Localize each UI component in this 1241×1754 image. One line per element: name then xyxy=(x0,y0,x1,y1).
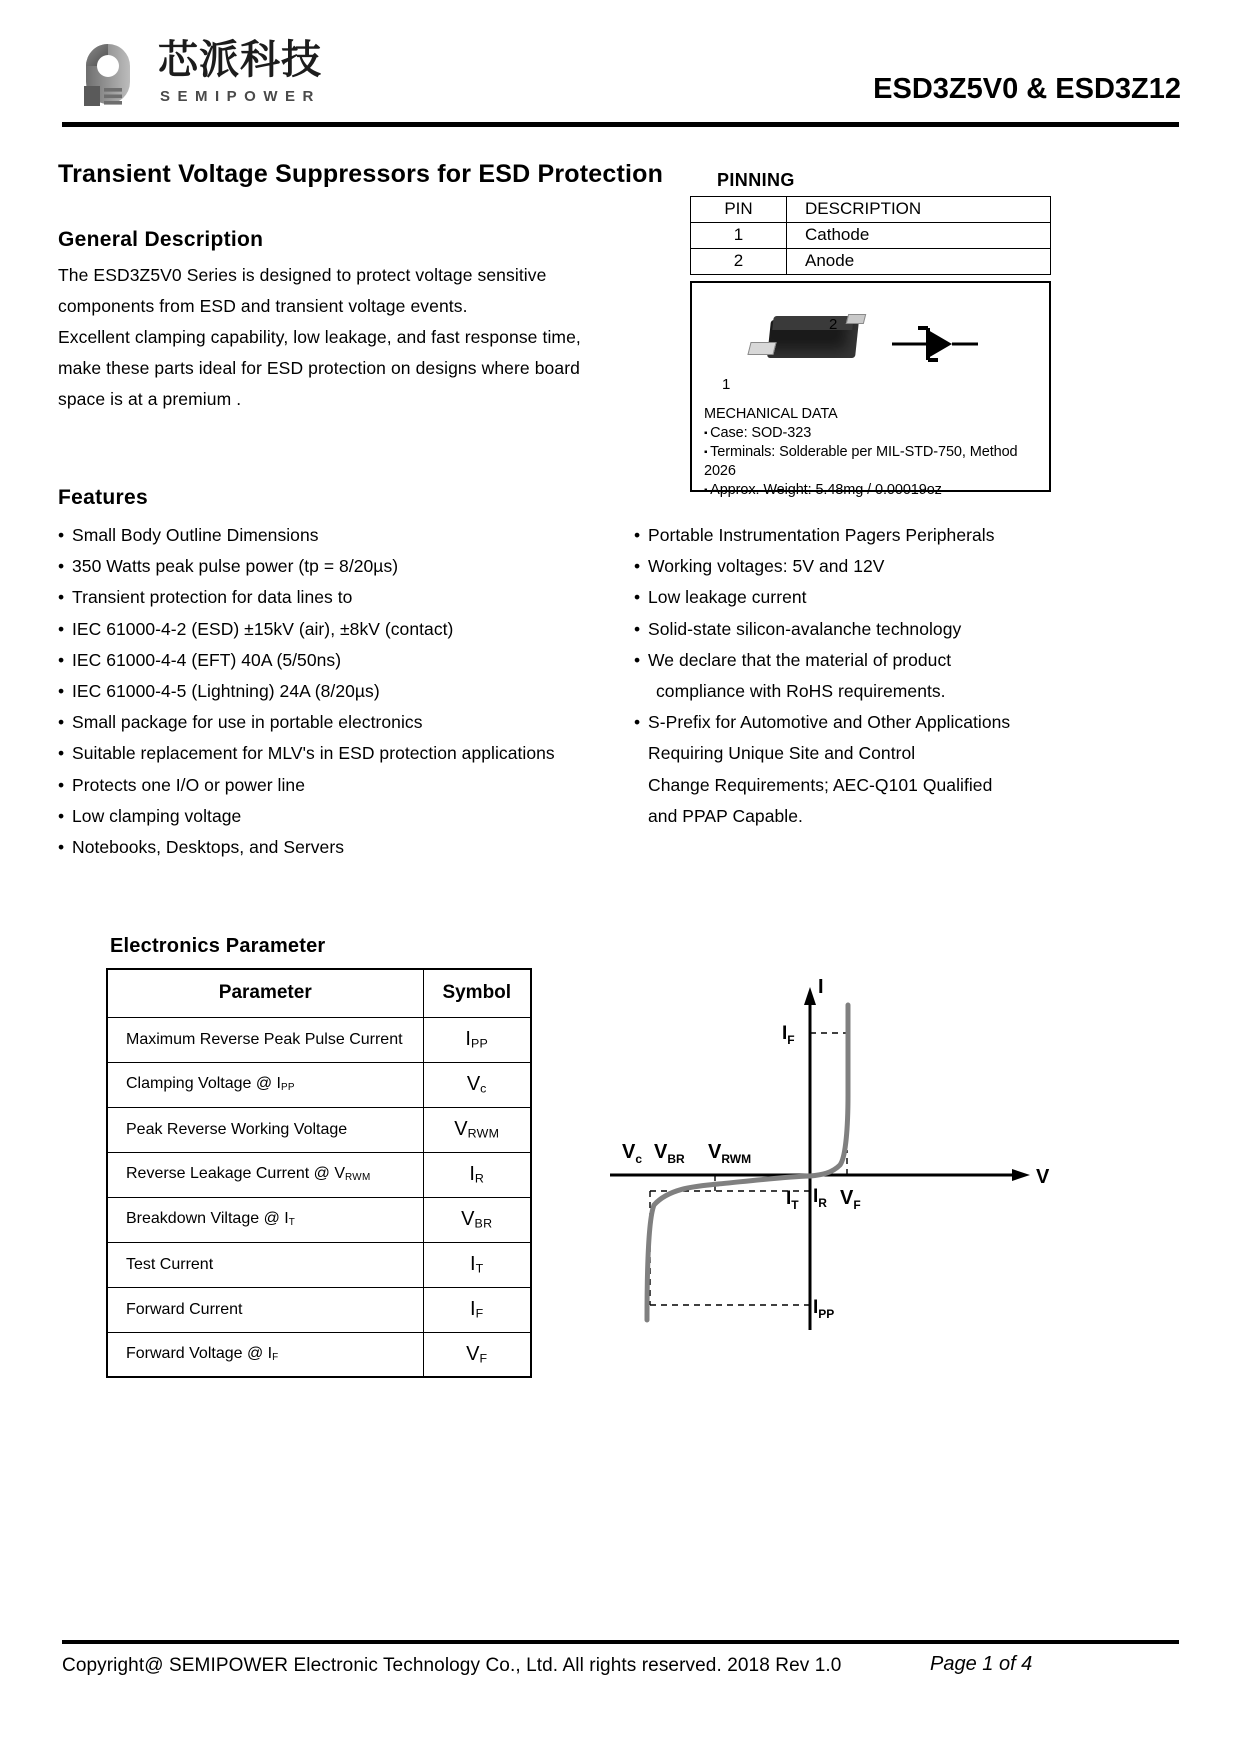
symbol-cell xyxy=(423,1197,531,1242)
symbol-base: V xyxy=(454,1118,468,1140)
table-row xyxy=(691,249,1051,275)
feature-item: • S-Prefix for Automotive and Other Applications xyxy=(634,707,1084,738)
features-heading: Features xyxy=(58,486,148,509)
annotation-Ir: $I_R$ xyxy=(813,1186,827,1210)
column-header-symbol: Symbol xyxy=(423,969,531,1017)
symbol-base: V xyxy=(461,1208,475,1230)
parameter-label: Peak Reverse Working Voltage xyxy=(126,1120,348,1138)
feature-item: Change Requirements; AEC-Q101 Qualified xyxy=(648,774,993,795)
feature-item: • Protects one I/O or power line xyxy=(58,770,658,801)
electronics-parameter-table xyxy=(106,968,532,1378)
description-line: The ESD3Z5V0 Series is designed to protect voltage sensitive xyxy=(58,265,547,285)
parameter-cell xyxy=(107,1152,423,1197)
footer-divider xyxy=(62,1640,1179,1644)
symbol-cell xyxy=(423,1017,531,1062)
table-row xyxy=(107,1287,531,1332)
footer-copyright: Copyright@ SEMIPOWER Electronic Technology Co., Ltd. All rights reserved. 2018 Rev 1.0 xyxy=(62,1655,842,1676)
x-axis-arrow xyxy=(1012,1169,1030,1181)
feature-item: • Transient protection for data lines to xyxy=(58,582,658,613)
annotation-Vf: $V_F$ xyxy=(840,1187,861,1212)
symbol-cell xyxy=(423,1242,531,1287)
symbol-cell xyxy=(423,1062,531,1107)
parameter-cell xyxy=(107,1242,423,1287)
symbol-subscript: PP xyxy=(470,1036,489,1051)
general-description-text xyxy=(58,260,683,415)
construction-lines xyxy=(650,1033,850,1305)
description-line: space is at a premium . xyxy=(58,389,242,409)
feature-item: • Solid-state silicon-avalanche technology xyxy=(634,614,1084,645)
annotation-Ipp: $I_{PP}$ xyxy=(813,1297,835,1321)
package-outline-box xyxy=(690,281,1051,498)
parameter-label: Reverse Leakage Current @ V xyxy=(126,1165,346,1183)
electronics-parameter-heading: Electronics Parameter xyxy=(110,935,326,957)
pin-number-cell: 1 xyxy=(691,223,787,249)
pin-number-cell: 2 xyxy=(691,249,787,275)
page-title: Transient Voltage Suppressors for ESD Protection xyxy=(58,160,664,188)
description-line: components from ESD and transient voltage events. xyxy=(58,296,468,316)
table-row xyxy=(107,1152,531,1197)
package-pin-2-label: 2 xyxy=(829,316,838,333)
feature-item: • Low clamping voltage xyxy=(58,801,658,832)
feature-item: • Notebooks, Desktops, and Servers xyxy=(58,832,658,863)
feature-item: • IEC 61000-4-5 (Lightning) 24A (8/20µs) xyxy=(58,676,658,707)
parameter-cell xyxy=(107,1287,423,1332)
parameter-label: Forward Current xyxy=(126,1300,243,1318)
package-photo xyxy=(747,308,865,370)
symbol-cell xyxy=(423,1332,531,1377)
parameter-subscript: RWM xyxy=(345,1172,371,1184)
table-row xyxy=(691,223,1051,249)
parameter-label: Test Current xyxy=(126,1255,214,1273)
annotation-It: $I_T$ xyxy=(786,1188,799,1212)
column-header-parameter: Parameter xyxy=(107,969,423,1017)
symbol-base: I xyxy=(469,1163,475,1185)
feature-item: • IEC 61000-4-2 (ESD) ±15kV (air), ±8kV (contact) xyxy=(58,614,658,645)
general-description-heading: General Description xyxy=(58,228,264,251)
mechanical-data-block xyxy=(704,405,1049,500)
column-header-description: DESCRIPTION xyxy=(787,197,1051,223)
pin-description-cell: Anode xyxy=(787,249,1051,275)
symbol-cell xyxy=(423,1152,531,1197)
description-line: Excellent clamping capability, low leakage, and fast response time, xyxy=(58,327,581,347)
feature-item: • Small Body Outline Dimensions xyxy=(58,520,658,551)
symbol-subscript: RWM xyxy=(467,1126,500,1141)
parameter-cell xyxy=(107,1062,423,1107)
parameter-label: Clamping Voltage @ I xyxy=(126,1075,281,1093)
annotation-Vc: $V_c$ xyxy=(622,1141,643,1166)
table-row xyxy=(107,1332,531,1377)
table-header-row xyxy=(691,197,1051,223)
pin-description-cell: Cathode xyxy=(787,223,1051,249)
feature-item: • We declare that the material of product xyxy=(634,645,1084,676)
iv-characteristic-curve xyxy=(600,975,1060,1355)
parameter-subscript: T xyxy=(288,1217,296,1229)
parameter-subscript: F xyxy=(272,1352,279,1364)
table-row xyxy=(107,1242,531,1287)
logo-chinese-text: 芯派科技 xyxy=(158,37,322,83)
header-divider xyxy=(62,122,1179,127)
table-row xyxy=(107,1107,531,1152)
package-lead-right xyxy=(846,314,866,324)
package-lead-left xyxy=(747,342,776,355)
mechanical-data-item: ▪ Approx. Weight: 5.48mg / 0.00019oz xyxy=(704,481,1049,500)
symbol-subscript: F xyxy=(475,1306,484,1321)
feature-item: Requiring Unique Site and Control xyxy=(648,743,916,764)
symbol-base: V xyxy=(466,1073,481,1095)
iv-curve-forward xyxy=(810,1005,848,1176)
symbol-subscript: T xyxy=(475,1261,484,1276)
feature-item: • Low leakage current xyxy=(634,582,1084,613)
y-axis-arrow xyxy=(804,987,816,1005)
parameter-label: Maximum Reverse Peak Pulse Current xyxy=(126,1030,403,1048)
features-list-right xyxy=(634,520,1084,832)
company-logo xyxy=(78,36,328,114)
mechanical-data-item: ▪ Terminals: Solderable per MIL-STD-750, Method 2026 xyxy=(704,443,1049,481)
logo-english-text: SEMIPOWER xyxy=(160,88,321,105)
mechanical-data-item: ▪ Case: SOD-323 xyxy=(704,424,1049,443)
pinning-table xyxy=(690,196,1051,275)
parameter-label: Breakdown Viltage @ I xyxy=(126,1210,289,1228)
package-pin-1-label: 1 xyxy=(722,376,731,393)
symbol-base: I xyxy=(465,1028,471,1050)
symbol-subscript: BR xyxy=(474,1216,493,1231)
axis-label-I: I xyxy=(818,976,824,998)
axis-label-V: V xyxy=(1036,1166,1050,1188)
feature-item: • Small package for use in portable electronics xyxy=(58,707,658,738)
package-body-top xyxy=(772,316,853,330)
mechanical-data-title: MECHANICAL DATA xyxy=(704,406,838,422)
feature-item: compliance with RoHS requirements. xyxy=(656,681,946,702)
diode-symbol-icon xyxy=(890,323,980,365)
symbol-subscript: c xyxy=(480,1081,487,1096)
annotation-Vrwm: $V_{RWM}$ xyxy=(708,1141,752,1166)
parameter-label: Forward Voltage @ I xyxy=(126,1345,273,1363)
column-header-pin: PIN xyxy=(691,197,787,223)
footer-page-number: Page 1 of 4 xyxy=(930,1653,1033,1675)
table-header-row xyxy=(107,969,531,1017)
feature-item: • 350 Watts peak pulse power (tp = 8/20µs) xyxy=(58,551,658,582)
table-row xyxy=(107,1062,531,1107)
parameter-subscript: PP xyxy=(281,1082,295,1094)
feature-item: • Suitable replacement for MLV's in ESD protection applications xyxy=(58,738,658,769)
parameter-cell xyxy=(107,1332,423,1377)
annotation-Vbr: $V_{BR}$ xyxy=(654,1141,685,1166)
table-row xyxy=(107,1197,531,1242)
parameter-cell xyxy=(107,1017,423,1062)
symbol-base: I xyxy=(470,1253,476,1275)
feature-item: • Portable Instrumentation Pagers Peripherals xyxy=(634,520,1084,551)
feature-item: and PPAP Capable. xyxy=(648,805,803,826)
page-header xyxy=(0,0,1241,132)
pinning-heading: PINNING xyxy=(717,170,795,190)
symbol-subscript: F xyxy=(479,1351,488,1366)
parameter-cell xyxy=(107,1197,423,1242)
annotation-If: $I_F$ xyxy=(782,1023,795,1047)
part-number-title: ESD3Z5V0 & ESD3Z12 xyxy=(873,73,1181,105)
parameter-cell xyxy=(107,1107,423,1152)
symbol-base: V xyxy=(466,1342,480,1365)
feature-item: • IEC 61000-4-4 (EFT) 40A (5/50ns) xyxy=(58,645,658,676)
features-list-left xyxy=(58,520,658,863)
description-line: make these parts ideal for ESD protection on designs where board xyxy=(58,358,580,378)
symbol-subscript: R xyxy=(474,1171,485,1186)
feature-item: • Working voltages: 5V and 12V xyxy=(634,551,1084,582)
symbol-base: I xyxy=(470,1298,476,1320)
table-row xyxy=(107,1017,531,1062)
semipower-logo-icon xyxy=(78,36,144,108)
symbol-cell xyxy=(423,1107,531,1152)
symbol-cell xyxy=(423,1287,531,1332)
